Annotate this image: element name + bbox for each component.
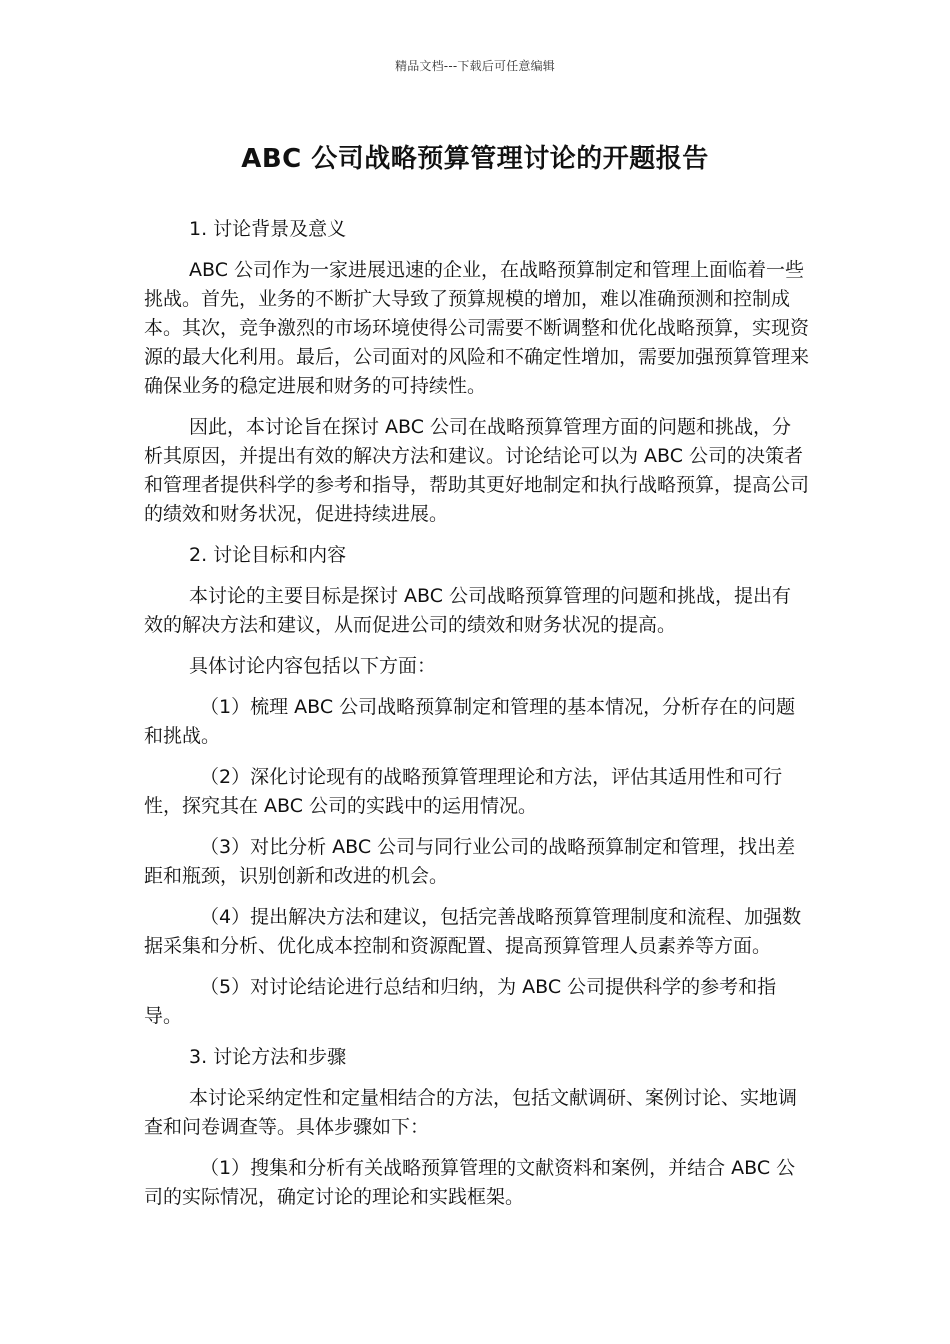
section-2-list-item: （3）对比分析 ABC 公司与同行业公司的战略预算制定和管理，找出差距和瓶颈，识别创新和改进的机会。 [144, 836, 796, 887]
document-title: ABC 公司战略预算管理讨论的开题报告 [241, 144, 709, 174]
section-3-list-item: （1）搜集和分析有关战略预算管理的文献资料和案例，并结合 ABC 公司的实际情况，确定讨论的理论和实践框架。 [144, 1157, 796, 1208]
section-2-list-item: （1）梳理 ABC 公司战略预算制定和管理的基本情况，分析存在的问题和挑战。 [144, 696, 796, 747]
section-3-heading: 3. 讨论方法和步骤 [189, 1046, 347, 1068]
section-1-paragraph-1: ABC 公司作为一家进展迅速的企业，在战略预算制定和管理上面临着一些挑战。首先，业务的不断扩大导致了预算规模的增加，难以准确预测和控制成本。其次，竞争激烈的市场环境使得公司需要不断调整和优化战略预算，实现资源的最大化利用。最后，公司面对的风险和不确定性增加，需要加强预算管理来确保业务的稳定进展和财务的可持续性。 [144, 259, 810, 397]
document-body [144, 215, 809, 1224]
section-2-list-item: （5）对讨论结论进行总结和归纳，为 ABC 公司提供科学的参考和指导。 [144, 976, 777, 1027]
section-2-paragraph-1: 本讨论的主要目标是探讨 ABC 公司战略预算管理的问题和挑战，提出有效的解决方法和建议，从而促进公司的绩效和财务状况的提高。 [144, 585, 792, 636]
page-header: 精品文档---下载后可任意编辑 [395, 59, 555, 73]
section-3-paragraph-1: 本讨论采纳定性和定量相结合的方法，包括文献调研、案例讨论、实地调查和问卷调查等。具体步骤如下： [144, 1087, 798, 1138]
section-2-list-item: （2）深化讨论现有的战略预算管理理论和方法，评估其适用性和可行性，探究其在 ABC 公司的实践中的运用情况。 [144, 766, 783, 817]
section-2-heading: 2. 讨论目标和内容 [189, 544, 347, 566]
section-1-heading: 1. 讨论背景及意义 [189, 218, 347, 240]
section-1-paragraph-2: 因此，本讨论旨在探讨 ABC 公司在战略预算管理方面的问题和挑战，分析其原因，并提出有效的解决方法和建议。讨论结论可以为 ABC 公司的决策者和管理者提供科学的参考和指导，帮助其更好地制定和执行战略预算，提高公司的绩效和财务状况，促进持续进展。 [144, 416, 810, 525]
section-2-paragraph-2: 具体讨论内容包括以下方面： [189, 655, 437, 677]
section-2-list-item: （4）提出解决方法和建议，包括完善战略预算管理制度和流程、加强数据采集和分析、优化成本控制和资源配置、提高预算管理人员素养等方面。 [144, 906, 802, 957]
